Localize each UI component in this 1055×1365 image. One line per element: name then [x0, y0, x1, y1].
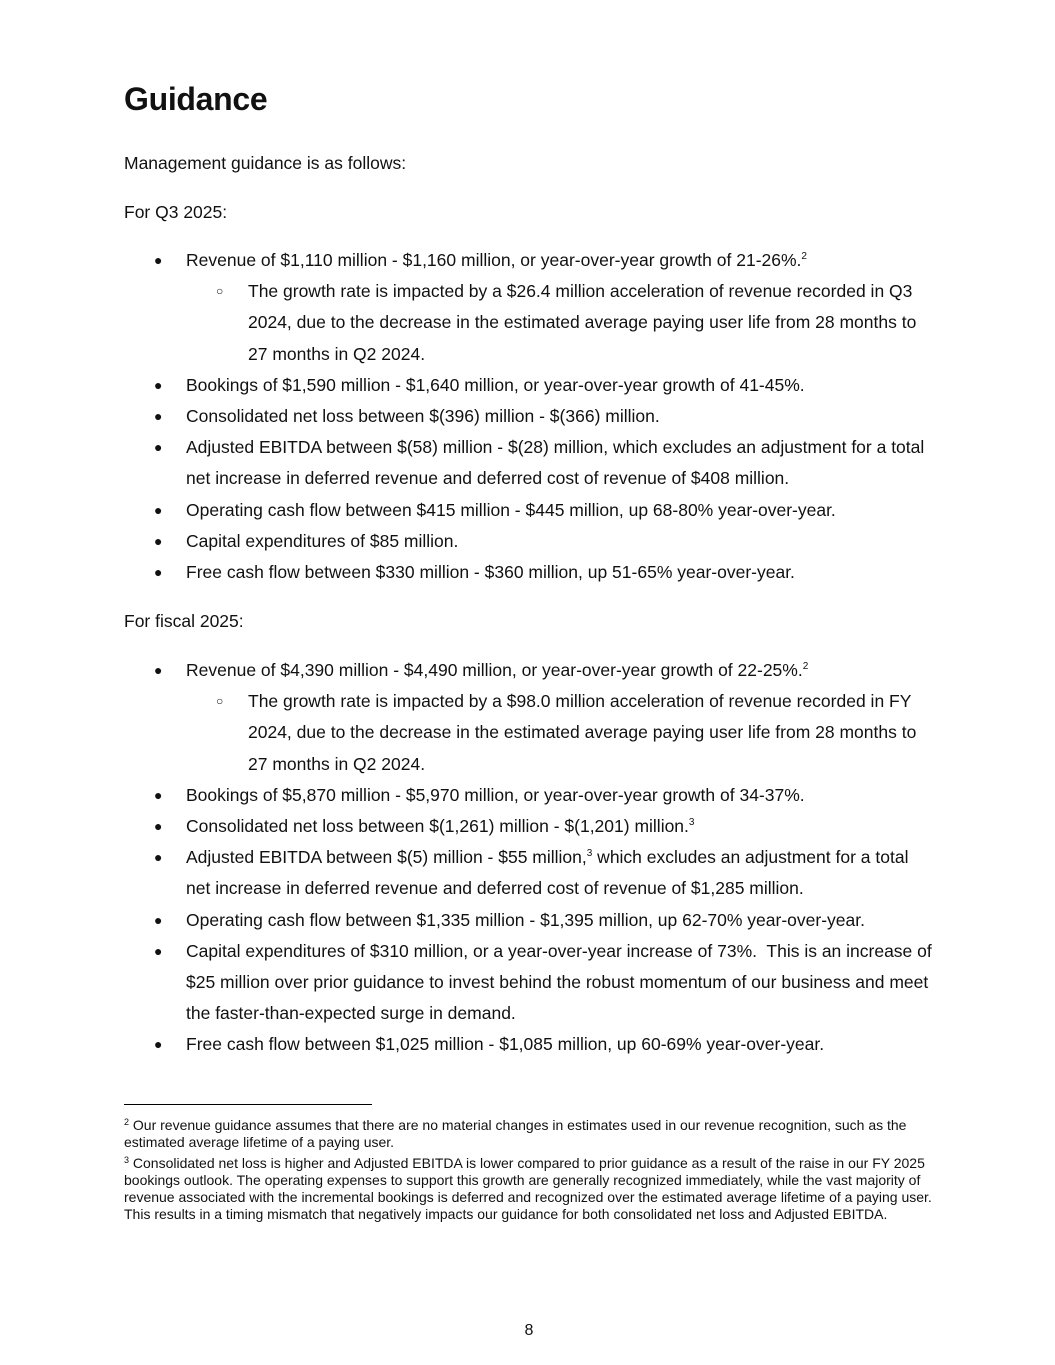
fy-capex-text: Capital expenditures of $310 million, or a year-over-year increase of 73%. This is an increase of $25 million over prior guidance to invest behind the robust momentum of our business and meet the faster-than-expected surge in demand. — [186, 940, 937, 1024]
list-item — [124, 245, 934, 370]
list-item — [124, 557, 934, 588]
bullet-icon: ● — [154, 1036, 163, 1053]
footnote-divider — [124, 1104, 372, 1105]
list-item — [124, 432, 934, 494]
bullet-icon: ● — [154, 376, 163, 393]
q3-ebitda-text: Adjusted EBITDA between $(58) million - $(28) million, which excludes an adjustment for a total net increase in deferred revenue and deferred cost of revenue of $408 million. — [186, 437, 925, 489]
q3-heading: For Q3 2025: — [124, 202, 228, 222]
bullet-icon: ● — [154, 942, 163, 959]
page-title: Guidance — [124, 81, 268, 117]
intro-text: Management guidance is as follows: — [124, 153, 407, 173]
fy-ebitda-text-cont: which excludes an adjustment for a total net increase in deferred revenue and deferred cost of revenue of $1,285 million. — [186, 847, 909, 899]
footnote-text: Our revenue guidance assumes that there are no material changes in estimates used in our revenue recognition, such as the estimated average lifetime of a paying user. — [124, 1117, 907, 1150]
q3-operating-cash-flow-text: Operating cash flow between $415 million - $445 million, up 68-80% year-over-year. — [186, 499, 836, 520]
bullet-icon: ● — [154, 532, 163, 549]
footnote-number: 2 — [124, 1117, 130, 1127]
footnote-3 — [124, 1155, 934, 1223]
fy-operating-cash-flow-text: Operating cash flow between $1,335 million - $1,395 million, up 62-70% year-over-year. — [186, 909, 865, 930]
q3-guidance-list — [124, 245, 934, 588]
footnote-text: Consolidated net loss is higher and Adjusted EBITDA is lower compared to prior guidance as a result of the raise in our FY 2025 bookings outlook. The operating expenses to support this growth are generally recognized immediately, while the vast majority of revenue associated with the incremental bookings is deferred and recognized over the estimated average lifetime of a paying user. This results in a timing mismatch that negatively impacts our guidance for both consolidated net loss and Adjusted EBITDA. — [124, 1155, 932, 1222]
list-item — [124, 495, 934, 526]
q3-bookings-text: Bookings of $1,590 million - $1,640 million, or year-over-year growth of 41-45%. — [186, 374, 805, 395]
bullet-icon: ● — [154, 849, 163, 866]
sub-list-item — [186, 276, 934, 370]
fy-growth-note: The growth rate is impacted by a $98.0 million acceleration of revenue recorded in FY 2024, due to the decrease in the estimated average paying user life from 28 months to 27 months in Q2 2024. — [248, 691, 917, 774]
bullet-icon: ● — [154, 662, 163, 678]
page-number: 8 — [524, 1322, 534, 1339]
q3-revenue-sublist — [186, 276, 934, 370]
bullet-icon: ● — [154, 439, 163, 456]
bullet-icon: ● — [154, 252, 163, 268]
bullet-icon: ● — [154, 911, 163, 928]
footnote-ref: 2 — [801, 251, 807, 262]
list-item — [124, 811, 934, 842]
fy-bookings-text: Bookings of $5,870 million - $5,970 million, or year-over-year growth of 34-37%. — [186, 784, 805, 805]
bullet-icon: ● — [154, 501, 163, 518]
footnote-2 — [124, 1117, 934, 1151]
list-item — [124, 401, 934, 432]
list-item — [124, 842, 934, 904]
footnote-ref: 2 — [802, 661, 809, 672]
fy-net-loss-text: Consolidated net loss between $(1,261) million - $(1,201) million. — [186, 816, 689, 837]
fy-ebitda-text: Adjusted EBITDA between $(5) million - $55 million, — [186, 847, 587, 868]
hollow-bullet-icon: ○ — [216, 284, 224, 299]
list-item — [124, 936, 937, 1030]
sub-list-item — [186, 686, 934, 780]
footnote-ref: 3 — [586, 848, 593, 860]
fy-revenue-text: Revenue of $4,390 million - $4,490 million, or year-over-year growth of 22-25%. — [186, 660, 803, 680]
fiscal-guidance-list — [124, 655, 937, 1061]
list-item — [124, 780, 934, 811]
list-item — [124, 526, 934, 557]
q3-net-loss-text: Consolidated net loss between $(396) million - $(366) million. — [186, 406, 660, 427]
footnote-number: 3 — [124, 1155, 130, 1165]
bullet-icon: ● — [154, 818, 163, 835]
hollow-bullet-icon: ○ — [216, 694, 224, 709]
q3-growth-note: The growth rate is impacted by a $26.4 million acceleration of revenue recorded in Q3 2024, due to the decrease in the estimated average paying user life from 28 months to 27 months in Q2 2024. — [248, 281, 917, 364]
q3-revenue-text: Revenue of $1,110 million - $1,160 million, or year-over-year growth of 21-26%. — [186, 250, 802, 270]
bullet-icon: ● — [154, 564, 163, 581]
list-item — [124, 905, 934, 936]
bullet-icon: ● — [154, 786, 163, 803]
list-item — [124, 1029, 934, 1060]
fiscal-heading: For fiscal 2025: — [124, 611, 244, 631]
fy-revenue-sublist — [186, 686, 934, 780]
list-item — [124, 655, 934, 780]
list-item — [124, 370, 934, 401]
q3-free-cash-flow-text: Free cash flow between $330 million - $360 million, up 51-65% year-over-year. — [186, 562, 795, 583]
q3-capex-text: Capital expenditures of $85 million. — [186, 530, 459, 551]
bullet-icon: ● — [154, 408, 163, 425]
fy-free-cash-flow-text: Free cash flow between $1,025 million - $1,085 million, up 60-69% year-over-year. — [186, 1034, 825, 1055]
footnote-ref: 3 — [688, 817, 695, 829]
